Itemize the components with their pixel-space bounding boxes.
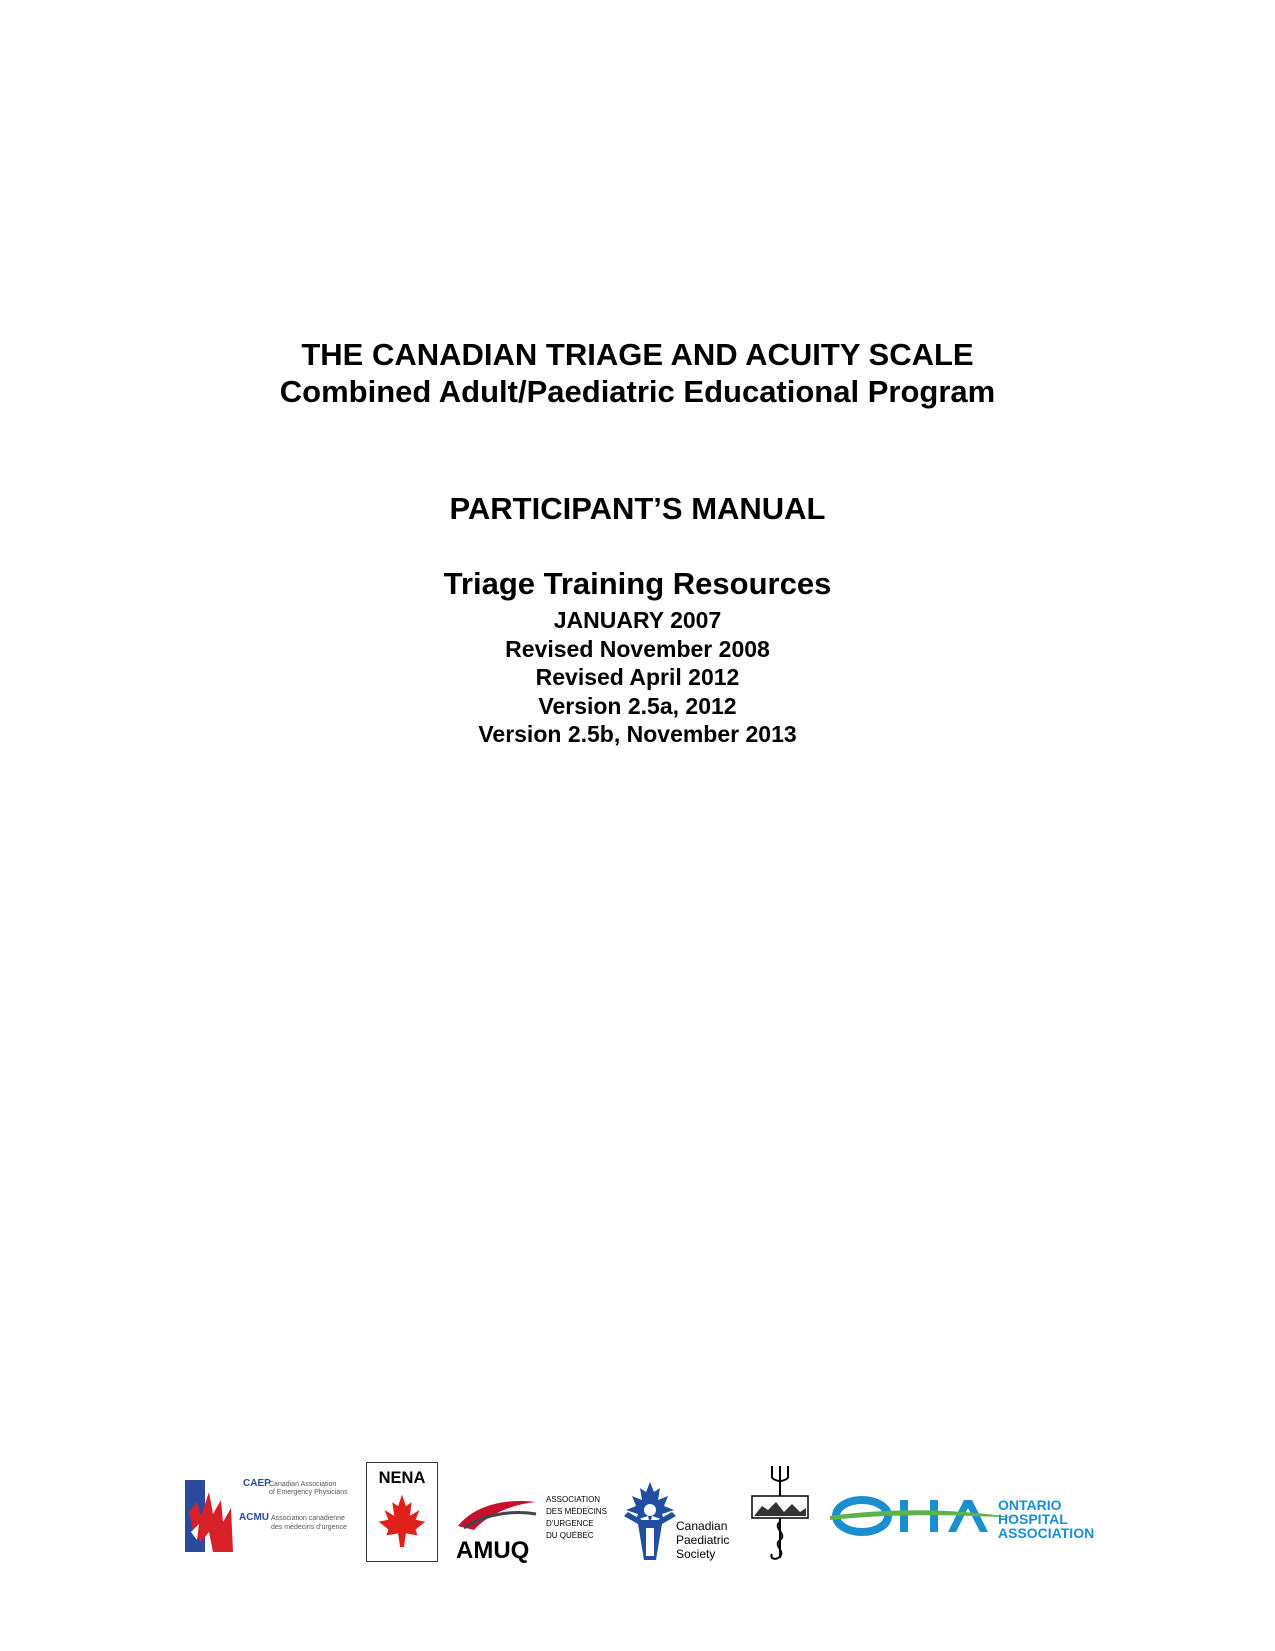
amuq-line-2: DES MÉDECINS (546, 1507, 607, 1516)
amuq-line-3: D’URGENCE (546, 1519, 594, 1528)
oha-line-2: HOSPITAL (998, 1511, 1068, 1527)
section-heading: Triage Training Resources (443, 566, 832, 601)
maple-leaf-icon (379, 1495, 426, 1548)
sponsor-logos (0, 1462, 1275, 1572)
oha-swoosh (830, 1510, 1018, 1520)
amuq-logo (454, 1484, 614, 1564)
cps-line-1: Canadian (676, 1519, 728, 1533)
oha-h-left (900, 1500, 908, 1532)
amuq-label: AMUQ (456, 1537, 530, 1564)
caep-name-2: of Emergency Physicians (269, 1489, 348, 1496)
nena-label: NENA (378, 1467, 426, 1487)
version-history (0, 606, 1275, 749)
caduceus-logo (748, 1462, 812, 1562)
version-line: Version 2.5b, November 2013 (478, 721, 797, 747)
cps-line-3: Society (676, 1547, 716, 1561)
caep-logo (183, 1472, 363, 1554)
title-line-1: THE CANADIAN TRIAGE AND ACUITY SCALE (301, 337, 974, 372)
acmu-name-1: Association canadienne (271, 1515, 345, 1522)
acmu-name-2: des médecins d’urgence (271, 1524, 347, 1531)
cps-line-2: Paediatric (676, 1533, 730, 1547)
acmu-acronym: ACMU (239, 1512, 269, 1523)
version-line: JANUARY 2007 (553, 607, 722, 633)
nena-logo (366, 1462, 438, 1562)
cps-logo (620, 1480, 740, 1562)
oha-logo (830, 1478, 1095, 1548)
title-line-2: Combined Adult/Paediatric Educational Program (279, 374, 996, 409)
oha-line-3: ASSOCIATION (998, 1525, 1095, 1541)
version-line: Version 2.5a, 2012 (538, 692, 737, 719)
caep-name-1: Canadian Association (269, 1481, 337, 1488)
amuq-line-1: ASSOCIATION (546, 1495, 601, 1504)
version-line: Revised November 2008 (505, 635, 770, 662)
cps-head (644, 1504, 656, 1516)
amuq-line-4: DU QUÉBEC (546, 1531, 594, 1540)
oha-line-1: ONTARIO (998, 1497, 1062, 1513)
oha-h-right (930, 1500, 938, 1532)
caep-acronym: CAEP (243, 1478, 271, 1489)
cps-child-gap (646, 1528, 654, 1556)
version-line: Revised April 2012 (535, 664, 740, 690)
manual-subtitle: PARTICIPANT’S MANUAL (449, 491, 826, 526)
